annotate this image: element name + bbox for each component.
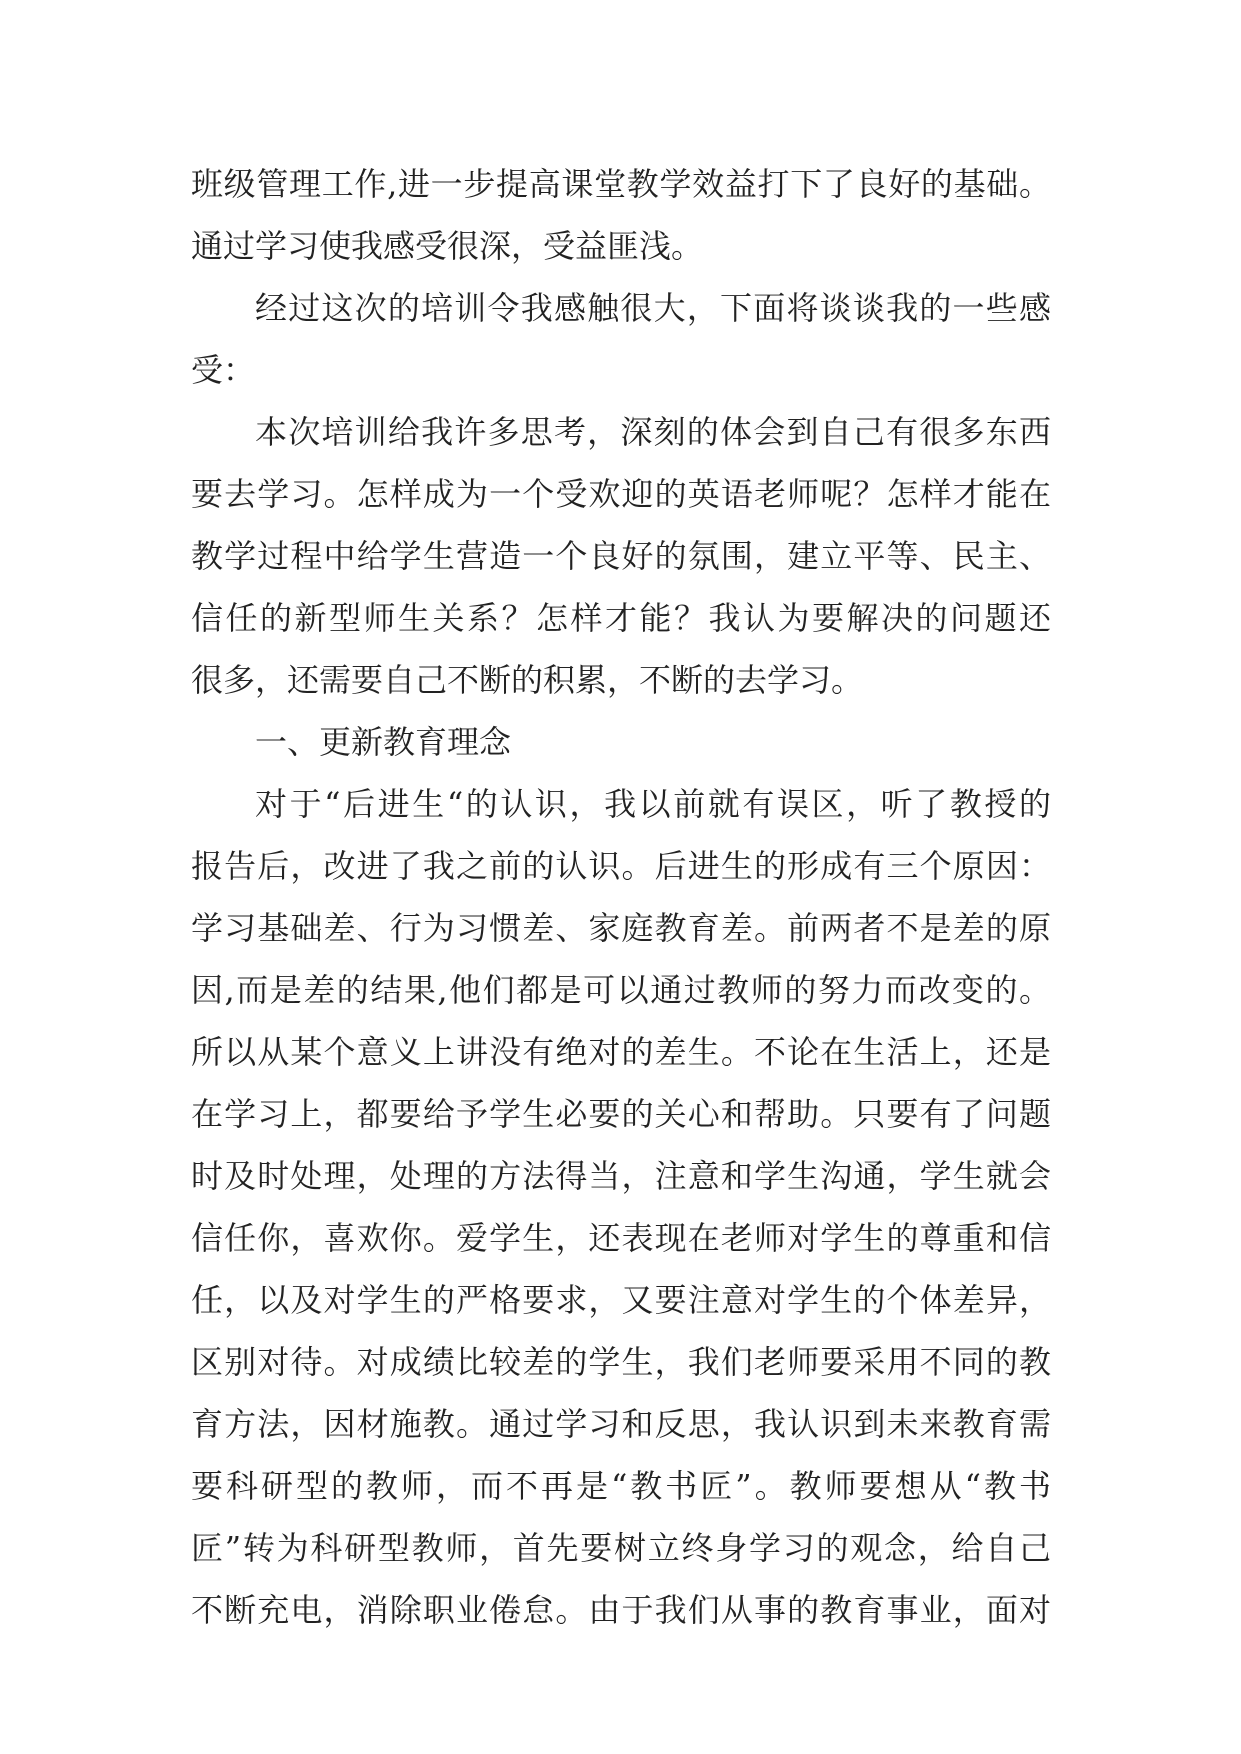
text-line: 区别对待。对成绩比较差的学生，我们老师要采用不同的教 — [191, 1343, 1051, 1381]
text-line: 教学过程中给学生营造一个良好的氛围，建立平等、民主、 — [191, 537, 1051, 575]
text-line: 信任的新型师生关系？怎样才能？我认为要解决的问题还 — [191, 599, 1051, 637]
text-line: 很多，还需要自己不断的积累，不断的去学习。 — [191, 661, 864, 699]
text-line: 时及时处理，处理的方法得当，注意和学生沟通，学生就会 — [191, 1157, 1051, 1195]
text-line: 受： — [191, 351, 256, 389]
text-line: 学习基础差、行为习惯差、家庭教育差。前两者不是差的原 — [191, 909, 1051, 947]
text-line: 不断充电，消除职业倦怠。由于我们从事的教育事业，面对 — [191, 1591, 1051, 1629]
text-line: 班级管理工作,进一步提高课堂教学效益打下了良好的基础。 — [191, 165, 1051, 203]
text-line: 在学习上，都要给予学生必要的关心和帮助。只要有了问题 — [191, 1095, 1051, 1133]
text-line: 任，以及对学生的严格要求，又要注意对学生的个体差异， — [191, 1281, 1051, 1319]
text-line: 育方法，因材施教。通过学习和反思，我认识到未来教育需 — [191, 1405, 1051, 1443]
text-line: 信任你，喜欢你。爱学生，还表现在老师对学生的尊重和信 — [191, 1219, 1051, 1257]
paragraph-first-line: 本次培训给我许多思考，深刻的体会到自己有很多东西 — [255, 413, 1051, 451]
text-line: 要去学习。怎样成为一个受欢迎的英语老师呢？怎样才能在 — [191, 475, 1051, 513]
body-text — [191, 153, 1051, 1641]
text-line: 通过学习使我感受很深，受益匪浅。 — [191, 227, 704, 265]
paragraph-first-line: 经过这次的培训令我感触很大，下面将谈谈我的一些感 — [255, 289, 1051, 327]
text-line: 报告后，改进了我之前的认识。后进生的形成有三个原因： — [191, 847, 1051, 885]
text-line: 匠”转为科研型教师，首先要树立终身学习的观念，给自己 — [191, 1529, 1051, 1567]
paragraph-first-line: 对于“后进生“的认识，我以前就有误区，听了教授的 — [255, 785, 1051, 823]
paragraph-first-line: 一、更新教育理念 — [255, 723, 512, 761]
text-line: 所以从某个意义上讲没有绝对的差生。不论在生活上，还是 — [191, 1033, 1051, 1071]
text-line: 因,而是差的结果,他们都是可以通过教师的努力而改变的。 — [191, 971, 1051, 1009]
text-line: 要科研型的教师，而不再是“教书匠”。教师要想从“教书 — [191, 1467, 1051, 1505]
